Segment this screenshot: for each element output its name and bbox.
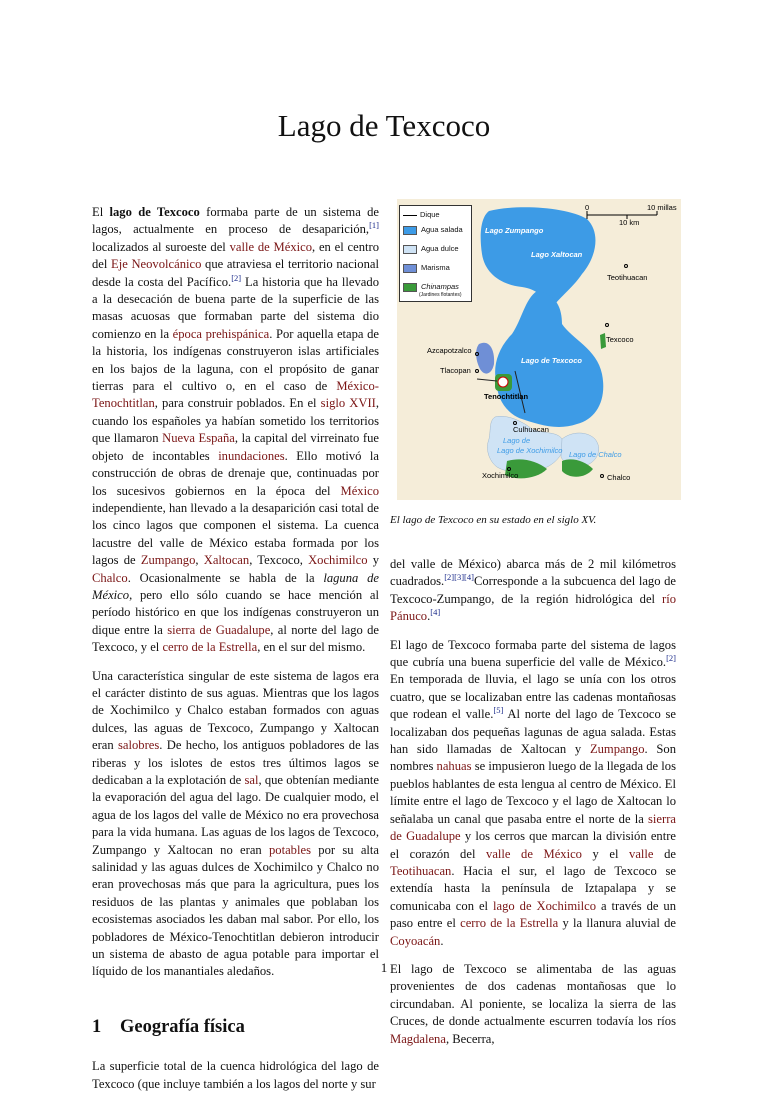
wiki-link[interactable]: época prehispánica [172, 326, 270, 341]
scale-miles: 10 millas [647, 203, 677, 212]
wiki-link[interactable]: siglo XVII [320, 396, 376, 411]
scale-km: 10 km [619, 218, 640, 227]
wiki-link[interactable]: sal [244, 773, 259, 787]
reference-link[interactable]: [2] [231, 272, 242, 283]
label-culhuacan: Culhuacan [513, 425, 549, 434]
article-title: Lago de Texcoco [277, 108, 491, 143]
geography-paragraph: La superficie total de la cuenca hidrológica del lago de Texcoco (que incluye también a los lagos del norte y sur [92, 1059, 379, 1091]
wiki-link[interactable]: Teotihuacan [390, 863, 452, 878]
reference-link[interactable]: [5] [493, 705, 504, 716]
wiki-link[interactable]: Xaltocan [203, 553, 250, 568]
legend-chinampas-sub: (Jardines flotantes) [419, 292, 462, 298]
label-lago-xaltocan: Lago Xaltocan [531, 250, 583, 259]
label-tenochtitlan: Tenochtitlan [484, 392, 529, 401]
wiki-link[interactable]: Zumpango [140, 553, 196, 568]
wiki-link[interactable]: lago de Xochimilco [493, 898, 596, 913]
label-lago-texcoco: Lago de Texcoco [521, 356, 582, 365]
reference-link[interactable]: [2] [666, 652, 676, 663]
label-xochimilco-town: Xochimilco [482, 471, 519, 480]
reference-link[interactable]: [2][3][4] [444, 572, 474, 583]
system-paragraph: El lago de Texcoco formaba parte del sistema de lagos que cubría una buena superficie del valle de México.[2] En temporada de lluvia, el lago se unía con los otros cuatro, que se localizaban entre las cadenas montañosas que rodean el valle.[5] Al norte del lago de Texcoco se localizaban dos pequeñas lagunas de agua salada. Estas han sido llamadas de Xaltocan y Zumpango. Son nombres nahuas se impusieron luego de la llegada de los pueblos hablantes de esta lengua al centro de México. El límite entre el lago de Texcoco y el lago de Xaltocan lo señalaba un canal que pasaba entre el norte de la sierra de Guadalupe y los cerros que marcan la división entre el corazón del valle de México y el valle de Teotihuacan. Hacia el sur, el lago de Texcoco se extendía hasta la península de Iztapalapa y se comunicaba con el lago de Xochimilco a través de un paso entre el cerro de la Estrella y la llanura aluvial de Coyoacán. [390, 637, 677, 948]
wiki-link[interactable]: cerro de la Estrella [460, 916, 559, 931]
intro-paragraph: El lago de Texcoco formaba parte de un sistema de lagos, actualmente en proceso de desaparición,[1] localizados al suroeste del valle de México, en el centro del Eje Neovolcánico que atraviesa el territorio nacional desde la costa del Pacífico.[2] La historia que ha llevado a la desecación de buena parte de la superficie de las masas acuosas que formaban parte del sistema dio comienzo en la época prehispánica. Por aquella etapa de la historia, los indígenas construyeron islas artificiales en los bajos de la laguna, con el propósito de ganar tierras para el cultivo o, en el caso de México-Tenochtitlan, para construir poblados. En el siglo XVII, cuando los españoles ya habían sometido los territorios que llamaron Nueva España, la capital del virreinato fue objeto de incontables inundaciones. Ello motivó la construcción de obras de drenaje que, continuadas por los sucesivos gobiernos en la época del México independiente, han llevado a la desaparición casi total de los cinco lagos que componen el sistema. La cuenca lacustre del valle de México estaba formada por los lagos de Zumpango, Xaltocan, Texcoco, Xochimilco y Chalco. Ocasionalmente se habla de la laguna de México, pero ello sólo cuando se hace mención al período histórico en que los indígenas construyeron un dique entre la sierra de Guadalupe, al norte del lago de Texcoco, y el cerro de la Estrella, en el sur del mismo. [92, 205, 380, 655]
wiki-link[interactable]: valle de México [229, 239, 313, 254]
wiki-link[interactable]: inundaciones [218, 448, 285, 463]
wiki-link[interactable]: Eje Neovolcánico [111, 257, 202, 272]
wiki-link[interactable]: Zumpango [589, 742, 645, 757]
reference-link[interactable]: [1] [369, 220, 379, 231]
right-column [390, 556, 676, 1059]
label-tlacopan: Tlacopan [440, 366, 471, 375]
section-number: 1 [92, 1016, 102, 1037]
wiki-link[interactable]: México [340, 483, 379, 498]
wiki-link[interactable]: Magdalena [390, 1031, 446, 1046]
scale-zero: 0 [585, 203, 590, 212]
legend-chinampas: Chinampas [403, 282, 459, 292]
label-teotihuacan: Teotihuacan [607, 273, 648, 282]
wiki-link[interactable]: sierra de Guadalupe [390, 811, 676, 844]
label-lago-xochimilco: Lago de Xochimilco [497, 446, 563, 455]
label-lago-zumpango: Lago Zumpango [485, 226, 544, 235]
reference-link[interactable]: [4] [430, 607, 441, 618]
label-lago-xochimilco-1: Lago de [503, 436, 531, 445]
wiki-link[interactable]: nahuas [436, 759, 472, 774]
label-lago-chalco: Lago de Chalco [569, 450, 622, 459]
section-title: Geografía física [120, 1016, 245, 1037]
map-legend [399, 205, 472, 302]
wiki-link[interactable]: río Pánuco [390, 591, 676, 624]
wiki-link[interactable]: Nueva España [162, 431, 235, 446]
wiki-link[interactable]: México-Tenochtitlan [92, 379, 379, 411]
inflow-paragraph: El lago de Texcoco se alimentaba de las aguas provenientes de dos cadenas montañosas que lo circundaban. Al poniente, se localiza la sierra de las Cruces, de donde actualmente escurren todavía los ríos Magdalena, Becerra, [390, 961, 676, 1046]
waters-paragraph: Una característica singular de este sistema de lagos era el carácter distinto de sus aguas. Mientras que los lagos de Xochimilco y Chalco estaban formados con aguas dulces, las aguas de Texcoco, Zumpango y Xaltocan eran salobres. De hecho, los antiguos pobladores de las riberas y los islotes de estos tres últimos lagos se dedicaban a la explotación de sal, que obtenían mediante la evaporación del agua del lago. De cualquier modo, el agua de los lagos del valle de México no era provechosa para la vida humana. Las aguas de los lagos de Texcoco, Zumpango y Xaltocan no eran potables por su alta salinidad y las aguas dulces de Xochimilco y Chalco no eran provechosas más que para la agricultura, pues los residuos de las plantas y animales que poblaban los ecosistemas asociados les daban mal sabor. Por ello, los pobladores de México-Tenochtitlan debieron introducir un sistema de abasto de agua potable para importar el líquido de los manantiales aledaños. [92, 668, 379, 979]
wiki-link[interactable]: cerro de la Estrella [162, 640, 258, 655]
lake-map-figure [397, 199, 681, 500]
figure-caption: El lago de Texcoco en su estado en el siglo XV. [390, 514, 597, 526]
legend-salada: Agua salada [403, 225, 463, 235]
wiki-link[interactable]: valle de México [486, 846, 582, 861]
legend-dulce: Agua dulce [403, 244, 459, 254]
wiki-link[interactable]: Xochimilco [308, 553, 368, 568]
legend-marisma: Marisma [403, 263, 450, 273]
label-azcapotzalco: Azcapotzalco [427, 346, 472, 355]
wiki-link[interactable]: sierra de Guadalupe [167, 622, 271, 637]
legend-dique: Dique [403, 210, 440, 219]
section-heading [92, 1016, 379, 1037]
wiki-link[interactable]: valle [629, 846, 654, 861]
page-number: 1 [380, 960, 388, 975]
label-texcoco-town: Texcoco [606, 335, 634, 344]
wiki-link[interactable]: potables [269, 842, 311, 857]
label-chalco-town: Chalco [607, 473, 631, 482]
wiki-link[interactable]: Chalco [92, 570, 128, 585]
wiki-link[interactable]: Coyoacán [390, 933, 441, 948]
wiki-link[interactable]: salobres [117, 738, 160, 753]
basin-paragraph: del valle de México) abarca más de 2 mil kilómetros cuadrados.[2][3][4]Corresponde a la subcuenca del lago de Texcoco-Zumpango, de la región hidrológica del río Pánuco.[4] [390, 557, 676, 624]
